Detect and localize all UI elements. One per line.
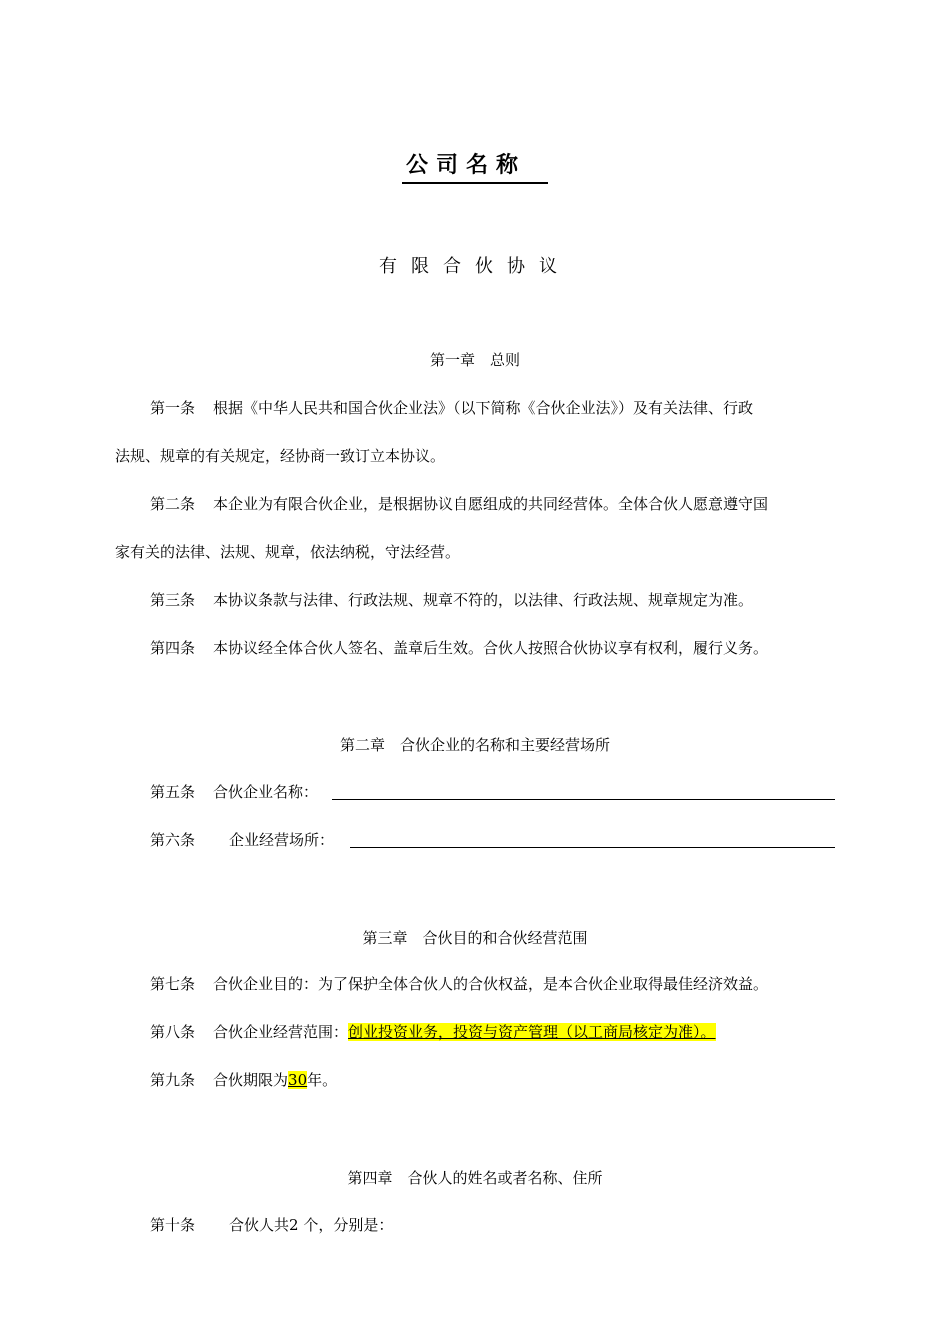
chapter-3-heading: 第三章 合伙目的和合伙经营范围	[362, 929, 588, 947]
article-3-text: 本协议条款与法律、行政法规、规章不符的，以法律、行政法规、规章规定为准。	[213, 591, 754, 609]
company-title	[0, 150, 950, 184]
article-2-text-1: 本企业为有限合伙企业，是根据协议自愿组成的共同经营体。全体合伙人愿意遵守国	[213, 495, 769, 513]
article-7-text: 合伙企业目的：为了保护全体合伙人的合伙权益，是本合伙企业取得最佳经济效益。	[213, 975, 769, 993]
article-9	[150, 1070, 337, 1090]
article-4	[150, 638, 768, 658]
article-2-line-2: 家有关的法律、法规、规章，依法纳税，守法经营。	[115, 543, 461, 561]
chapter-1-heading: 第一章 总则	[429, 351, 520, 369]
company-name-blank-line[interactable]	[332, 799, 835, 800]
article-10-text: 合伙人共2 个，分别是：	[229, 1216, 394, 1234]
article-4-text: 本协议经全体合伙人签名、盖章后生效。合伙人按照合伙协议享有权利，履行义务。	[213, 639, 769, 657]
chapter-2-heading: 第二章 合伙企业的名称和主要经营场所	[339, 736, 610, 754]
article-6-number: 第六条	[150, 831, 196, 849]
article-5-label: 合伙企业名称：	[213, 783, 319, 801]
article-7	[150, 974, 768, 994]
article-1-line-2: 法规、规章的有关规定，经协商一致订立本协议。	[115, 447, 446, 465]
article-7-number: 第七条	[150, 975, 196, 993]
article-8	[150, 1022, 716, 1042]
business-scope-highlight: 创业投资业务，投资与资产管理（以工商局核定为准）。	[348, 1023, 716, 1041]
article-5-number: 第五条	[150, 783, 196, 801]
article-4-number: 第四条	[150, 639, 196, 657]
document-title: 有限合伙协议	[379, 256, 571, 277]
article-3-number: 第三条	[150, 591, 196, 609]
article-5	[150, 782, 318, 802]
article-1-text-1: 根据《中华人民共和国合伙企业法》（以下简称《合伙企业法》）及有关法律、行政	[213, 399, 754, 417]
article-9-suffix: 年。	[307, 1071, 338, 1089]
business-address-blank-line[interactable]	[350, 847, 835, 848]
article-1-number: 第一条	[150, 399, 196, 417]
article-10	[150, 1215, 393, 1235]
article-10-number: 第十条	[150, 1216, 196, 1234]
article-1-line-1	[150, 398, 753, 418]
article-2-line-1	[150, 494, 768, 514]
article-6-label: 企业经营场所：	[229, 831, 335, 849]
company-title-text: 公司名称	[402, 150, 548, 184]
article-8-label: 合伙企业经营范围：	[213, 1023, 349, 1041]
partnership-term-highlight: 30	[288, 1071, 308, 1089]
article-8-number: 第八条	[150, 1023, 196, 1041]
article-9-number: 第九条	[150, 1071, 196, 1089]
chapter-4-heading: 第四章 合伙人的姓名或者名称、住所	[347, 1169, 603, 1187]
article-2-number: 第二条	[150, 495, 196, 513]
article-9-prefix: 合伙期限为	[213, 1071, 289, 1089]
article-6	[150, 830, 334, 850]
article-3	[150, 590, 753, 610]
